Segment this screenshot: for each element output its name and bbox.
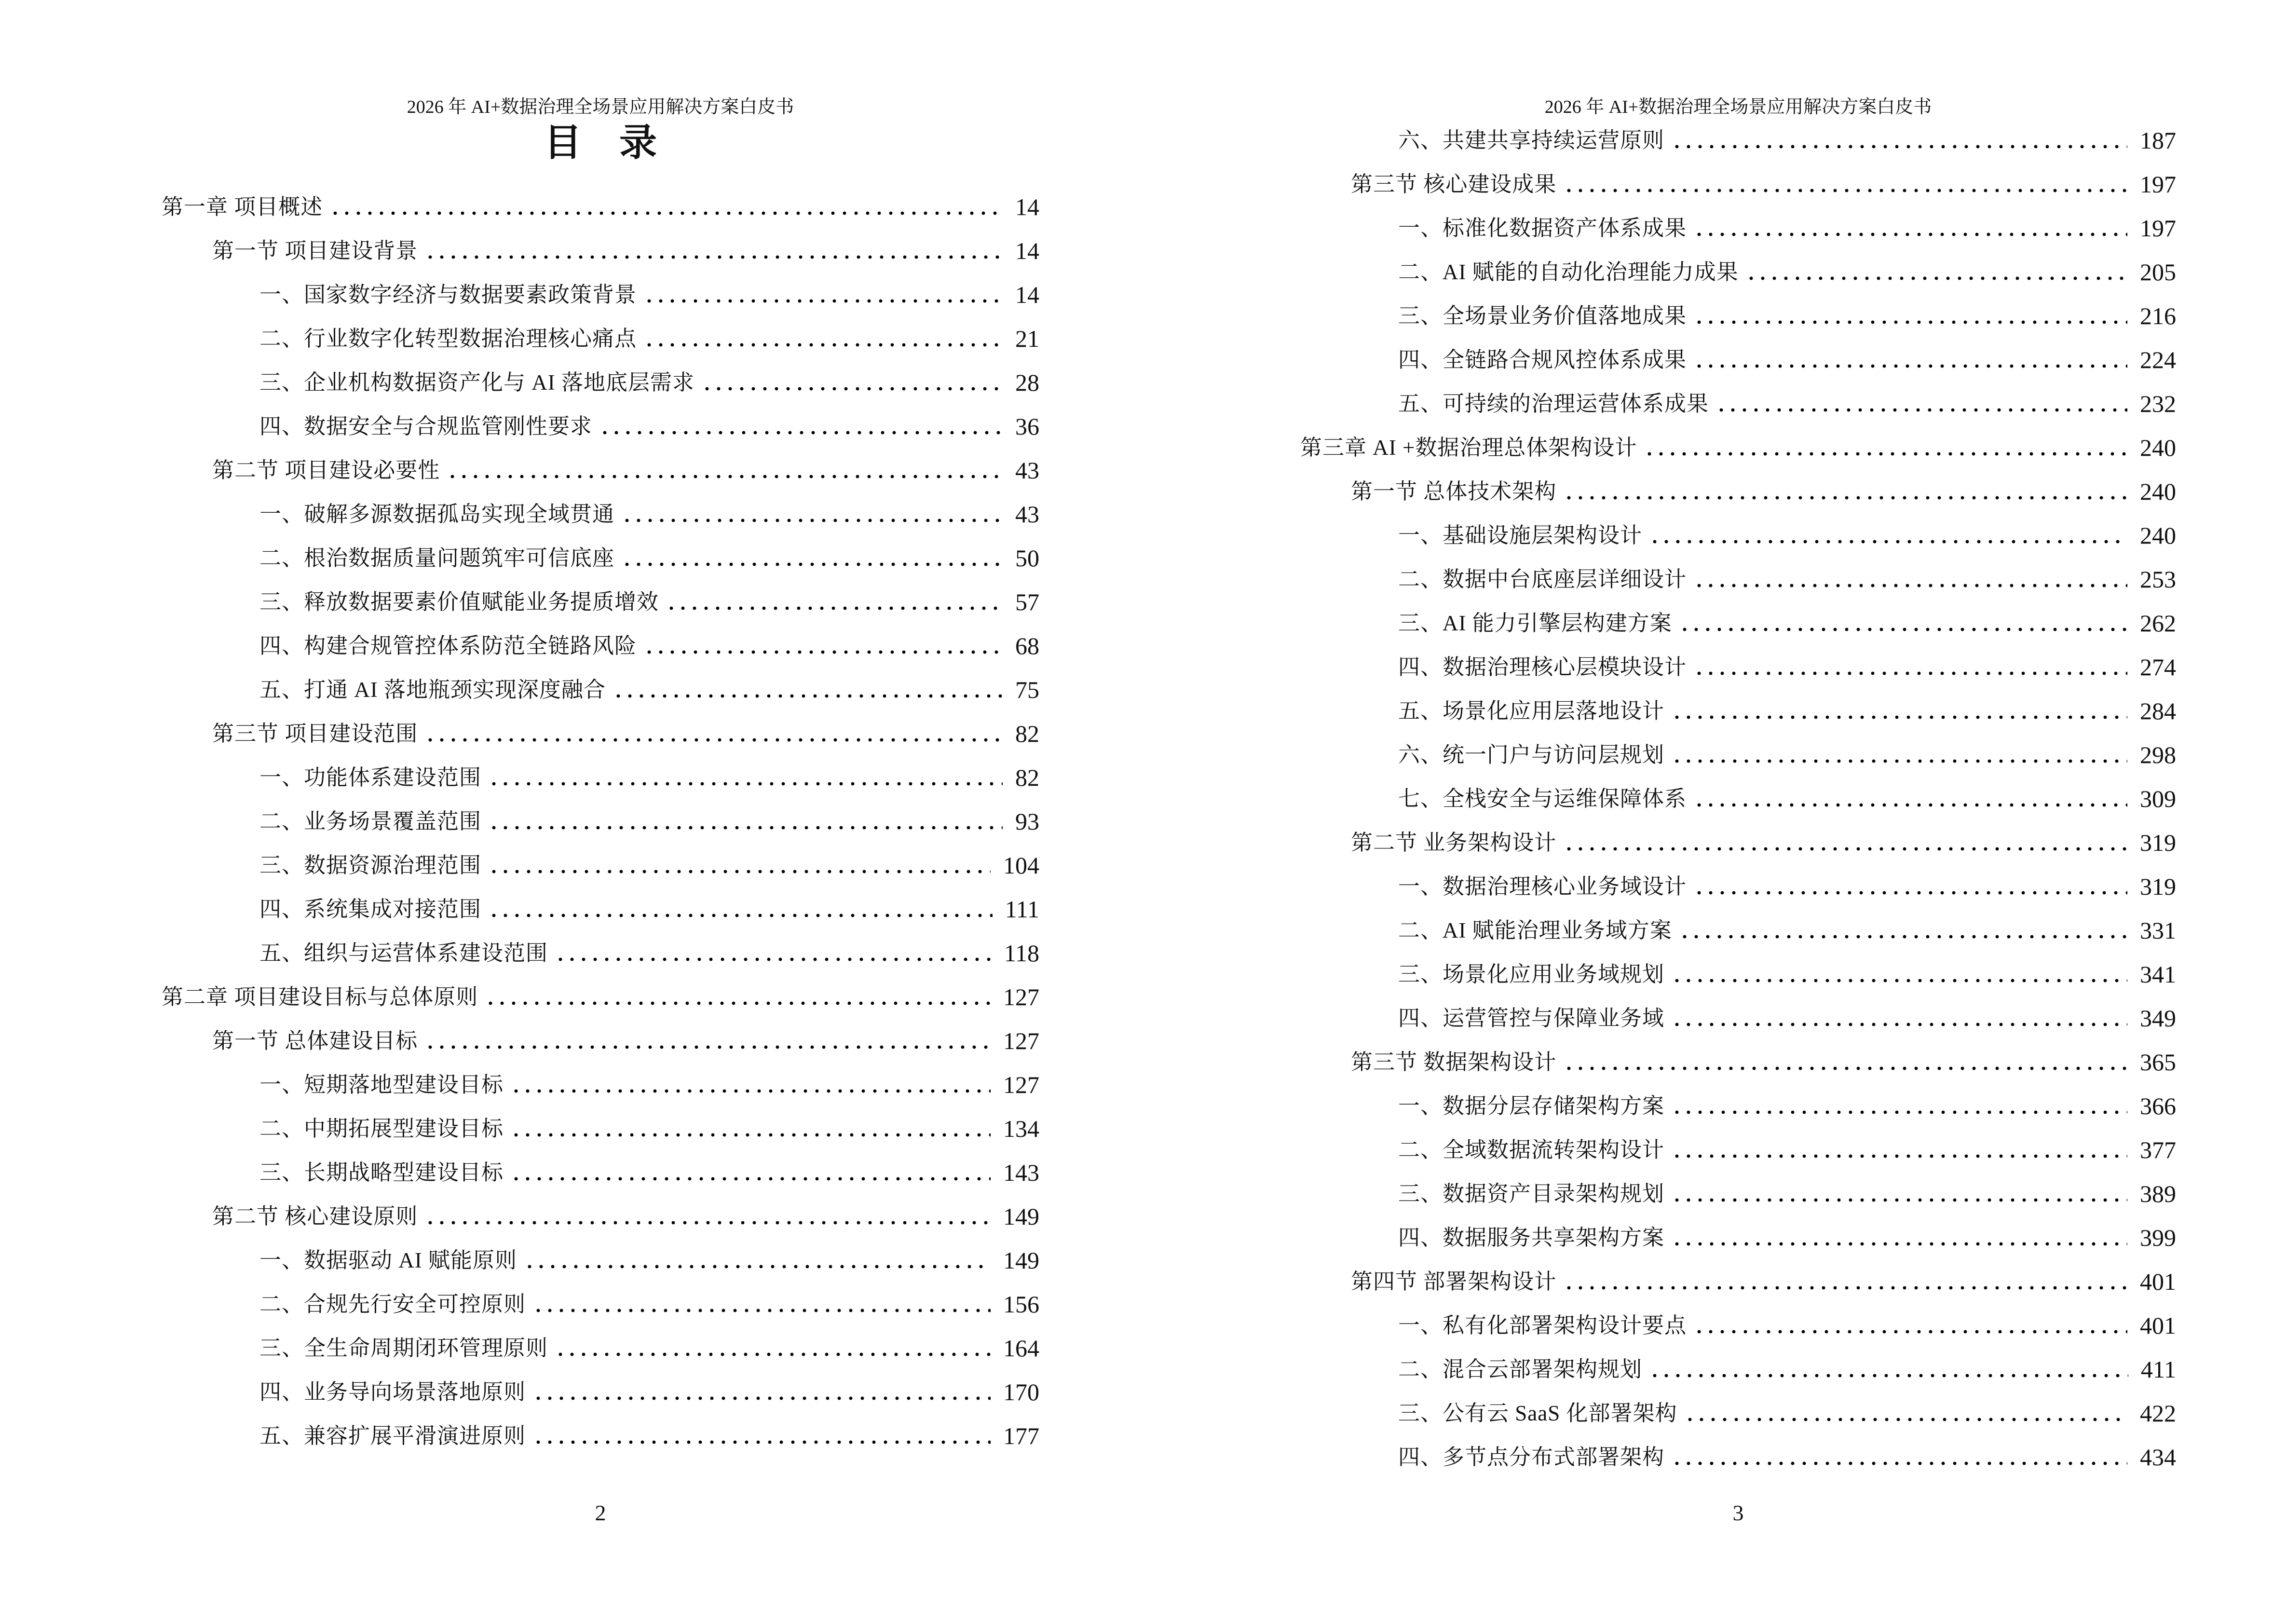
toc-entry[interactable] — [1300, 960, 2176, 1004]
toc-entry-page: 50 — [1015, 545, 1039, 572]
toc-dot-leader — [1684, 1417, 2127, 1422]
toc-entry-page: 422 — [2140, 1400, 2176, 1427]
toc-entry[interactable] — [162, 1115, 1039, 1159]
toc-entry-label: 七、全栈安全与运维保障体系 — [1398, 787, 1687, 811]
toc-entry[interactable] — [162, 1422, 1039, 1466]
toc-dot-leader — [488, 869, 991, 874]
toc-entry-label: 二、合规先行安全可控原则 — [259, 1292, 526, 1316]
toc-dot-leader — [532, 1395, 991, 1401]
toc-entry-page: 111 — [1005, 896, 1039, 923]
toc-entry-label: 第三节 数据架构设计 — [1351, 1050, 1557, 1074]
toc-entry-page: 232 — [2140, 390, 2176, 417]
toc-entry-label: 六、共建共享持续运营原则 — [1398, 128, 1665, 152]
toc-entry-label: 第三节 项目建设范围 — [212, 722, 418, 746]
toc-entry-page: 240 — [2140, 478, 2176, 505]
toc-dot-leader — [599, 430, 1003, 436]
toc-entry-label: 四、运营管控与保障业务域 — [1398, 1006, 1665, 1030]
toc-entry[interactable] — [162, 720, 1039, 764]
toc-entry[interactable] — [162, 1159, 1039, 1202]
toc-entry-label: 第一章 项目概述 — [162, 195, 323, 219]
toc-entry-page: 240 — [2140, 434, 2176, 461]
toc-entry-page: 240 — [2140, 522, 2176, 549]
page-number-footer: 3 — [1732, 1501, 1744, 1525]
toc-entry-page: 298 — [2140, 741, 2176, 768]
toc-entry-page: 170 — [1003, 1378, 1039, 1406]
toc-entry-label: 二、数据中台底座层详细设计 — [1398, 567, 1687, 591]
toc-entry[interactable] — [162, 193, 1039, 237]
toc-entry[interactable] — [162, 1378, 1039, 1422]
toc-entry-label: 三、长期战略型建设目标 — [259, 1160, 504, 1185]
toc-entry-label: 四、全链路合规风控体系成果 — [1398, 348, 1687, 372]
toc-dot-leader — [1649, 1373, 2128, 1378]
toc-entry-page: 127 — [1003, 983, 1039, 1010]
toc-entry-page: 366 — [2140, 1092, 2176, 1119]
toc-dot-leader — [1679, 934, 2127, 940]
toc-entry[interactable] — [1300, 1268, 2176, 1311]
toc-dot-leader — [1563, 188, 2127, 193]
toc-dot-leader — [613, 693, 1003, 699]
toc-entry-label: 三、释放数据要素价值赋能业务提质增效 — [259, 590, 659, 614]
toc-dot-leader — [488, 781, 1003, 787]
toc-dot-leader — [1693, 583, 2127, 588]
toc-entry-page: 156 — [1003, 1291, 1039, 1318]
toc-dot-leader — [1693, 1329, 2127, 1335]
toc-dot-leader — [1693, 890, 2127, 896]
toc-dot-leader — [1644, 451, 2127, 457]
toc-entry[interactable] — [1300, 697, 2176, 741]
toc-entry[interactable] — [162, 632, 1039, 676]
toc-entry[interactable] — [162, 237, 1039, 281]
toc-dot-leader — [1679, 627, 2127, 632]
toc-entry[interactable] — [1300, 126, 2176, 170]
toc-entry-label: 二、根治数据质量问题筑牢可信底座 — [259, 546, 615, 570]
toc-entry-page: 143 — [1003, 1159, 1039, 1186]
toc-entry[interactable] — [162, 851, 1039, 895]
toc-entry-label: 五、场景化应用层落地设计 — [1398, 699, 1665, 723]
toc-dot-leader — [1693, 319, 2127, 325]
toc-entry-label: 二、中期拓展型建设目标 — [259, 1117, 504, 1141]
toc-entry-page: 14 — [1015, 237, 1039, 264]
toc-entry-page: 57 — [1015, 588, 1039, 615]
toc-dot-leader — [1671, 978, 2127, 983]
toc-dot-leader — [1671, 1022, 2127, 1027]
toc-dot-leader — [532, 1439, 991, 1445]
toc-entry-label: 三、数据资产目录架构规划 — [1398, 1182, 1665, 1206]
toc-entry-label: 一、短期落地型建设目标 — [259, 1073, 504, 1097]
toc-dot-leader — [424, 1220, 991, 1226]
toc-entry-label: 四、构建合规管控体系防范全链路风险 — [259, 634, 637, 658]
toc-entry-label: 三、企业机构数据资产化与 AI 落地底层需求 — [259, 370, 694, 395]
toc-dot-leader — [643, 649, 1003, 655]
toc-dot-leader — [510, 1176, 991, 1182]
toc-entry[interactable] — [1300, 565, 2176, 609]
toc-entry[interactable] — [162, 544, 1039, 588]
toc-entry-label: 四、数据服务共享架构方案 — [1398, 1226, 1665, 1250]
toc-dot-leader — [424, 254, 1003, 260]
toc-entry-label: 三、AI 能力引擎层构建方案 — [1398, 611, 1672, 635]
toc-entry-label: 五、兼容扩展平滑演进原则 — [259, 1424, 526, 1448]
toc-dot-leader — [1715, 407, 2127, 413]
toc-list-right — [1300, 126, 2176, 1487]
toc-entry-page: 28 — [1015, 369, 1039, 396]
toc-dot-leader — [1671, 714, 2127, 720]
toc-entry[interactable] — [1300, 785, 2176, 829]
toc-dot-leader — [621, 518, 1003, 523]
toc-entry[interactable] — [1300, 434, 2176, 478]
toc-entry[interactable] — [1300, 302, 2176, 346]
toc-dot-leader — [555, 956, 992, 962]
toc-dot-leader — [1693, 232, 2127, 237]
toc-entry-label: 三、全生命周期闭环管理原则 — [259, 1336, 548, 1360]
toc-entry-page: 82 — [1015, 764, 1039, 791]
toc-entry[interactable] — [162, 325, 1039, 368]
toc-entry-page: 93 — [1015, 808, 1039, 835]
toc-entry-page: 127 — [1003, 1071, 1039, 1098]
toc-entry-label: 二、AI 赋能的自动化治理能力成果 — [1398, 260, 1739, 284]
toc-dot-leader — [510, 1088, 991, 1094]
toc-dot-leader — [1693, 802, 2127, 808]
toc-entry-page: 43 — [1015, 457, 1039, 484]
toc-entry-label: 三、公有云 SaaS 化部署架构 — [1398, 1401, 1677, 1425]
toc-dot-leader — [1563, 1285, 2127, 1291]
toc-entry-page: 149 — [1003, 1247, 1039, 1274]
toc-entry[interactable] — [162, 983, 1039, 1027]
toc-dot-leader — [1563, 1065, 2127, 1071]
toc-entry-page: 187 — [2140, 127, 2176, 154]
toc-entry-label: 二、业务场景覆盖范围 — [259, 809, 482, 833]
toc-entry-page: 341 — [2140, 961, 2176, 988]
toc-entry[interactable] — [162, 500, 1039, 544]
toc-entry[interactable] — [1300, 1136, 2176, 1180]
toc-list-left — [162, 193, 1039, 1466]
toc-entry[interactable] — [1300, 521, 2176, 565]
toc-entry-label: 一、功能体系建设范围 — [259, 765, 482, 790]
toc-entry-label: 一、国家数字经济与数据要素政策背景 — [259, 283, 637, 307]
toc-dot-leader — [1649, 539, 2127, 545]
toc-entry-page: 319 — [2140, 873, 2176, 900]
toc-entry-label: 一、数据驱动 AI 赋能原则 — [259, 1248, 517, 1272]
toc-entry[interactable] — [162, 676, 1039, 720]
toc-entry-page: 411 — [2140, 1356, 2176, 1383]
toc-entry-label: 一、基础设施层架构设计 — [1398, 523, 1643, 547]
toc-dot-leader — [643, 298, 1003, 304]
toc-entry[interactable] — [162, 1027, 1039, 1071]
toc-entry-page: 284 — [2140, 697, 2176, 724]
toc-dot-leader — [524, 1264, 991, 1269]
toc-dot-leader — [555, 1351, 991, 1357]
toc-dot-leader — [1745, 275, 2127, 281]
toc-entry[interactable] — [1300, 873, 2176, 916]
toc-dot-leader — [488, 913, 993, 918]
toc-entry-label: 第二章 项目建设目标与总体原则 — [162, 985, 478, 1009]
toc-dot-leader — [510, 1132, 991, 1138]
toc-entry-label: 一、数据治理核心业务域设计 — [1398, 874, 1687, 899]
toc-entry-page: 365 — [2140, 1049, 2176, 1076]
toc-dot-leader — [621, 561, 1003, 567]
toc-entry-label: 二、AI 赋能治理业务域方案 — [1398, 918, 1672, 942]
toc-entry[interactable] — [1300, 609, 2176, 653]
toc-entry[interactable] — [162, 281, 1039, 325]
toc-entry[interactable] — [1300, 1092, 2176, 1136]
toc-entry-label: 一、数据分层存储架构方案 — [1398, 1094, 1665, 1118]
toc-entry-page: 75 — [1015, 676, 1039, 703]
toc-entry[interactable] — [1300, 741, 2176, 785]
toc-entry[interactable] — [1300, 1311, 2176, 1355]
toc-entry[interactable] — [1300, 258, 2176, 302]
toc-entry[interactable] — [1300, 1004, 2176, 1048]
toc-page-left — [162, 0, 1039, 1624]
toc-entry-page: 319 — [2140, 829, 2176, 856]
toc-entry-label: 第二节 核心建设原则 — [212, 1204, 418, 1228]
toc-dot-leader — [1671, 1241, 2127, 1247]
toc-entry-page: 399 — [2140, 1224, 2176, 1251]
toc-entry-label: 五、打通 AI 落地瓶颈实现深度融合 — [259, 678, 606, 702]
toc-entry-label: 六、统一门户与访问层规划 — [1398, 743, 1665, 767]
toc-entry-label: 四、数据治理核心层模块设计 — [1398, 655, 1687, 679]
toc-entry-label: 二、全域数据流转架构设计 — [1398, 1138, 1665, 1162]
toc-dot-leader — [1693, 363, 2127, 369]
toc-entry-page: 205 — [2140, 259, 2176, 286]
toc-entry-label: 第一节 总体技术架构 — [1351, 479, 1557, 504]
toc-entry-page: 43 — [1015, 501, 1039, 528]
toc-entry[interactable] — [1300, 1048, 2176, 1092]
toc-entry[interactable] — [1300, 170, 2176, 214]
toc-dot-leader — [447, 474, 1003, 479]
toc-entry-page: 434 — [2140, 1444, 2176, 1471]
toc-entry-label: 第二节 项目建设必要性 — [212, 458, 440, 482]
document-header-title: 2026 年 AI+数据治理全场景应用解决方案白皮书 — [407, 97, 794, 117]
toc-entry[interactable] — [162, 456, 1039, 500]
toc-entry-page: 177 — [1003, 1422, 1039, 1449]
toc-entry[interactable] — [162, 1202, 1039, 1246]
toc-entry-page: 389 — [2140, 1180, 2176, 1207]
toc-dot-leader — [1671, 1197, 2127, 1203]
toc-dot-leader — [701, 386, 1003, 392]
toc-entry[interactable] — [1300, 1443, 2176, 1487]
toc-entry[interactable] — [1300, 1355, 2176, 1399]
toc-dot-leader — [1563, 495, 2127, 501]
document-header-title: 2026 年 AI+数据治理全场景应用解决方案白皮书 — [1544, 97, 1932, 117]
toc-entry-page: 68 — [1015, 632, 1039, 659]
toc-entry-page: 82 — [1015, 720, 1039, 747]
toc-dot-leader — [1671, 1109, 2127, 1115]
toc-dot-leader — [532, 1308, 991, 1313]
toc-entry[interactable] — [1300, 214, 2176, 258]
toc-entry-page: 377 — [2140, 1136, 2176, 1163]
toc-entry[interactable] — [1300, 346, 2176, 390]
toc-entry-label: 四、系统集成对接范围 — [259, 897, 482, 921]
toc-entry-label: 四、数据安全与合规监管刚性要求 — [259, 414, 593, 438]
toc-entry-page: 224 — [2140, 346, 2176, 373]
toc-entry-page: 118 — [1004, 940, 1039, 967]
toc-entry-label: 一、私有化部署架构设计要点 — [1398, 1313, 1687, 1337]
toc-entry-page: 134 — [1003, 1115, 1039, 1142]
toc-dot-leader — [1563, 846, 2127, 852]
toc-entry-page: 274 — [2140, 654, 2176, 681]
toc-entry-page: 164 — [1003, 1335, 1039, 1362]
toc-dot-leader — [1671, 1153, 2127, 1159]
toc-entry[interactable] — [162, 1290, 1039, 1334]
toc-dot-leader — [488, 825, 1003, 831]
toc-entry-page: 14 — [1015, 193, 1039, 220]
toc-entry-label: 三、数据资源治理范围 — [259, 853, 482, 877]
toc-entry-page: 14 — [1015, 281, 1039, 308]
toc-entry-page: 401 — [2140, 1268, 2176, 1295]
toc-page-right — [1300, 0, 2176, 1624]
toc-entry-page: 21 — [1015, 325, 1039, 352]
toc-entry[interactable] — [162, 1334, 1039, 1378]
toc-dot-leader — [1693, 670, 2127, 676]
toc-entry-label: 五、可持续的治理运营体系成果 — [1398, 392, 1709, 416]
toc-entry-label: 第三章 AI +数据治理总体架构设计 — [1300, 436, 1637, 460]
toc-dot-leader — [1671, 1460, 2127, 1466]
toc-entry-label: 二、混合云部署架构规划 — [1398, 1357, 1643, 1381]
toc-dot-leader — [1671, 144, 2127, 150]
toc-dot-leader — [329, 210, 1003, 216]
toc-dot-leader — [666, 605, 1003, 611]
toc-entry-label: 第一节 总体建设目标 — [212, 1029, 418, 1053]
toc-dot-leader — [424, 1044, 991, 1050]
toc-entry[interactable] — [1300, 916, 2176, 960]
toc-entry[interactable] — [1300, 653, 2176, 697]
toc-entry[interactable] — [1300, 390, 2176, 434]
toc-entry-page: 197 — [2140, 171, 2176, 198]
toc-entry[interactable] — [162, 1071, 1039, 1115]
toc-entry[interactable] — [1300, 1399, 2176, 1443]
toc-entry-page: 401 — [2140, 1312, 2176, 1339]
toc-entry[interactable] — [162, 939, 1039, 983]
toc-dot-leader — [424, 737, 1003, 743]
toc-entry-label: 五、组织与运营体系建设范围 — [259, 941, 548, 965]
toc-entry-label: 四、多节点分布式部署架构 — [1398, 1445, 1665, 1469]
toc-entry-page: 309 — [2140, 785, 2176, 812]
toc-entry[interactable] — [1300, 1180, 2176, 1224]
toc-entry-page: 253 — [2140, 566, 2176, 593]
toc-entry-label: 第二节 业务架构设计 — [1351, 831, 1557, 855]
toc-entry-page: 262 — [2140, 610, 2176, 637]
page-number-footer: 2 — [595, 1501, 606, 1525]
toc-entry[interactable] — [162, 807, 1039, 851]
toc-entry-label: 三、全场景业务价值落地成果 — [1398, 304, 1687, 328]
toc-entry-label: 四、业务导向场景落地原则 — [259, 1380, 526, 1404]
toc-entry-page: 349 — [2140, 1005, 2176, 1032]
toc-entry[interactable] — [162, 588, 1039, 632]
toc-entry-page: 36 — [1015, 413, 1039, 440]
toc-entry-page: 149 — [1003, 1203, 1039, 1230]
toc-entry[interactable] — [1300, 478, 2176, 521]
toc-entry-label: 三、场景化应用业务域规划 — [1398, 962, 1665, 986]
toc-entry-label: 一、破解多源数据孤岛实现全域贯通 — [259, 502, 615, 526]
toc-entry-page: 216 — [2140, 302, 2176, 329]
toc-dot-leader — [1671, 758, 2127, 764]
toc-entry-label: 二、行业数字化转型数据治理核心痛点 — [259, 327, 637, 351]
toc-entry-page: 104 — [1003, 852, 1039, 879]
toc-entry[interactable] — [162, 1246, 1039, 1290]
toc-entry-page: 331 — [2140, 917, 2176, 944]
toc-entry-label: 一、标准化数据资产体系成果 — [1398, 216, 1687, 240]
toc-entry[interactable] — [162, 764, 1039, 807]
toc-entry-label: 第三节 核心建设成果 — [1351, 172, 1557, 196]
toc-entry[interactable] — [1300, 1224, 2176, 1268]
toc-entry-label: 第四节 部署架构设计 — [1351, 1269, 1557, 1294]
toc-entry[interactable] — [162, 412, 1039, 456]
toc-entry-page: 197 — [2140, 215, 2176, 242]
toc-entry[interactable] — [162, 368, 1039, 412]
toc-dot-leader — [643, 342, 1003, 348]
toc-entry-label: 第一节 项目建设背景 — [212, 239, 418, 263]
toc-entry[interactable] — [1300, 829, 2176, 873]
toc-entry-page: 127 — [1003, 1027, 1039, 1054]
toc-entry[interactable] — [162, 895, 1039, 939]
toc-dot-leader — [485, 1000, 991, 1006]
toc-title: 目 录 — [544, 122, 657, 164]
